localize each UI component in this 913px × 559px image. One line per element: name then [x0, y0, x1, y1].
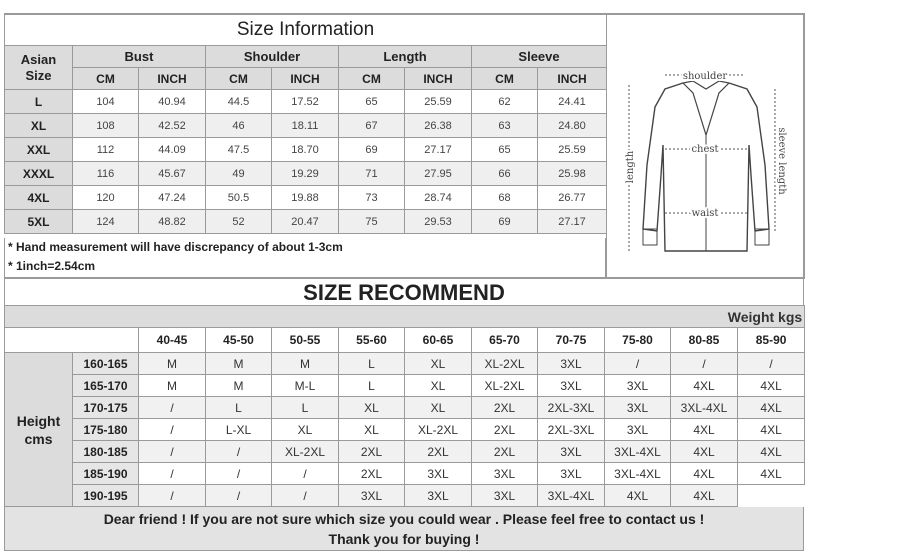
size-value-cell: 48.82 — [139, 210, 206, 234]
recommended-size-cell: / — [605, 353, 671, 375]
size-value-cell: 65 — [472, 138, 538, 162]
recommended-size-cell: / — [139, 419, 206, 441]
footer-contact-line: Dear friend ! If you are not sure which size you could wear . Please feel free to contact us ! — [103, 511, 705, 527]
recommend-row — [5, 485, 805, 507]
weight-column-header: 50-55 — [272, 328, 339, 353]
recommended-size-cell: / — [272, 463, 339, 485]
recommended-size-cell: 4XL — [738, 375, 805, 397]
right-rule — [804, 13, 805, 279]
size-label: XXL — [5, 138, 73, 162]
recommended-size-cell: L-XL — [206, 419, 272, 441]
recommended-size-cell: / — [738, 353, 805, 375]
length-header: Length — [339, 46, 472, 68]
weight-column-header: 45-50 — [206, 328, 272, 353]
shirt-collar — [683, 81, 729, 135]
size-label: 4XL — [5, 186, 73, 210]
recommended-size-cell: 4XL — [671, 419, 738, 441]
recommend-row — [5, 375, 805, 397]
weight-columns-row — [5, 328, 805, 353]
recommended-size-cell: 4XL — [671, 485, 738, 507]
size-value-cell: 44.5 — [206, 90, 272, 114]
size-value-cell: 46 — [206, 114, 272, 138]
size-table-body — [5, 90, 607, 234]
unit-header: CM — [206, 68, 272, 90]
sleeve-length-label: sleeve length — [776, 127, 787, 195]
unit-header: INCH — [139, 68, 206, 90]
asian-size-header — [5, 46, 73, 90]
size-value-cell: 45.67 — [139, 162, 206, 186]
size-row — [5, 138, 607, 162]
size-row — [5, 114, 607, 138]
size-row — [5, 186, 607, 210]
recommend-row — [5, 419, 805, 441]
recommended-size-cell: L — [339, 353, 405, 375]
height-range-cell: 185-190 — [73, 463, 139, 485]
recommended-size-cell: L — [206, 397, 272, 419]
recommended-size-cell: M — [139, 375, 206, 397]
size-value-cell: 28.74 — [405, 186, 472, 210]
height-range-cell: 165-170 — [73, 375, 139, 397]
size-value-cell: 104 — [73, 90, 139, 114]
waist-label: waist — [691, 208, 719, 219]
recommended-size-cell: 4XL — [605, 485, 671, 507]
recommended-size-cell: 3XL-4XL — [671, 397, 738, 419]
size-value-cell: 47.24 — [139, 186, 206, 210]
bust-header: Bust — [73, 46, 206, 68]
recommended-size-cell: / — [139, 463, 206, 485]
size-value-cell: 68 — [472, 186, 538, 210]
weight-column-header: 80-85 — [671, 328, 738, 353]
recommended-size-cell: XL — [405, 353, 472, 375]
size-value-cell: 44.09 — [139, 138, 206, 162]
recommended-size-cell: / — [671, 353, 738, 375]
corner-cell — [5, 328, 139, 353]
size-value-cell: 62 — [472, 90, 538, 114]
recommend-row — [5, 441, 805, 463]
recommended-size-cell: 3XL — [605, 397, 671, 419]
recommended-size-cell: M-L — [272, 375, 339, 397]
recommended-size-cell: / — [139, 397, 206, 419]
recommended-size-cell: 2XL-3XL — [538, 419, 605, 441]
recommended-size-cell: 2XL — [405, 441, 472, 463]
height-range-cell: 180-185 — [73, 441, 139, 463]
recommended-size-cell: 2XL — [339, 463, 405, 485]
weight-column-header: 55-60 — [339, 328, 405, 353]
height-range-cell: 160-165 — [73, 353, 139, 375]
unit-header: CM — [339, 68, 405, 90]
size-value-cell: 49 — [206, 162, 272, 186]
recommended-size-cell: M — [272, 353, 339, 375]
recommended-size-cell: M — [206, 375, 272, 397]
recommended-size-cell: 4XL — [671, 441, 738, 463]
size-information-title: Size Information — [5, 15, 607, 46]
size-recommend-title: SIZE RECOMMEND — [4, 278, 804, 306]
recommended-size-cell: XL-2XL — [472, 375, 538, 397]
recommended-size-cell: 2XL — [339, 441, 405, 463]
size-label: XL — [5, 114, 73, 138]
recommended-size-cell: / — [139, 441, 206, 463]
recommended-size-cell: 3XL — [339, 485, 405, 507]
size-value-cell: 17.52 — [272, 90, 339, 114]
recommended-size-cell: M — [206, 353, 272, 375]
recommended-size-cell: 4XL — [738, 397, 805, 419]
recommended-size-cell: XL — [405, 397, 472, 419]
height-label-cell — [5, 353, 73, 507]
size-value-cell: 40.94 — [139, 90, 206, 114]
size-row — [5, 210, 607, 234]
size-value-cell: 25.59 — [405, 90, 472, 114]
weight-column-header: 85-90 — [738, 328, 805, 353]
recommended-size-cell: 2XL — [472, 441, 538, 463]
size-row — [5, 162, 607, 186]
size-value-cell: 25.59 — [538, 138, 607, 162]
size-label: XXXL — [5, 162, 73, 186]
height-range-cell: 175-180 — [73, 419, 139, 441]
recommended-size-cell: XL-2XL — [405, 419, 472, 441]
unit-header: CM — [73, 68, 139, 90]
chest-label: chest — [691, 144, 719, 155]
size-value-cell: 63 — [472, 114, 538, 138]
weight-column-header: 65-70 — [472, 328, 538, 353]
recommended-size-cell: 3XL — [605, 375, 671, 397]
shirt-diagram — [607, 15, 803, 277]
recommend-row — [5, 353, 805, 375]
recommend-row — [5, 397, 805, 419]
size-information-table — [4, 14, 607, 234]
size-value-cell: 52 — [206, 210, 272, 234]
size-recommend-section — [4, 305, 805, 507]
recommended-size-cell: 3XL — [538, 353, 605, 375]
recommended-size-cell: XL — [339, 397, 405, 419]
size-value-cell: 65 — [339, 90, 405, 114]
size-value-cell: 27.17 — [405, 138, 472, 162]
size-value-cell: 50.5 — [206, 186, 272, 210]
size-value-cell: 27.95 — [405, 162, 472, 186]
recommended-size-cell: 3XL — [605, 419, 671, 441]
recommend-table-body — [5, 353, 805, 507]
size-value-cell: 24.41 — [538, 90, 607, 114]
size-value-cell: 18.11 — [272, 114, 339, 138]
size-value-cell: 26.77 — [538, 186, 607, 210]
recommended-size-cell: 3XL — [472, 485, 538, 507]
asian-size-label: Asian Size — [20, 51, 57, 83]
sleeve-header: Sleeve — [472, 46, 607, 68]
size-value-cell: 24.80 — [538, 114, 607, 138]
size-value-cell: 19.88 — [272, 186, 339, 210]
unit-header: INCH — [405, 68, 472, 90]
footer-thanks-line: Thank you for buying ! — [328, 531, 480, 547]
note-discrepancy: * Hand measurement will have discrepancy of about 1-3cm — [8, 240, 343, 254]
note-inch-conversion: * 1inch=2.54cm — [8, 259, 96, 273]
size-information-section — [4, 14, 606, 234]
shirt-diagram-box — [606, 14, 804, 278]
size-value-cell: 108 — [73, 114, 139, 138]
recommended-size-cell: XL — [339, 419, 405, 441]
recommended-size-cell: 2XL — [472, 419, 538, 441]
weight-column-header: 75-80 — [605, 328, 671, 353]
recommended-size-cell: 3XL-4XL — [538, 485, 605, 507]
recommended-size-cell: / — [272, 485, 339, 507]
size-value-cell: 42.52 — [139, 114, 206, 138]
recommended-size-cell: 4XL — [738, 463, 805, 485]
size-value-cell: 67 — [339, 114, 405, 138]
size-value-cell: 116 — [73, 162, 139, 186]
recommended-size-cell: 4XL — [738, 441, 805, 463]
recommended-size-cell: 3XL — [538, 441, 605, 463]
notes-box — [4, 238, 606, 278]
footer-message — [4, 507, 804, 551]
size-value-cell: 71 — [339, 162, 405, 186]
recommended-size-cell: 4XL — [671, 463, 738, 485]
size-value-cell: 20.47 — [272, 210, 339, 234]
unit-header: INCH — [538, 68, 607, 90]
recommended-size-cell: L — [272, 397, 339, 419]
recommended-size-cell: 4XL — [738, 419, 805, 441]
unit-header-row — [5, 68, 607, 90]
recommended-size-cell: 3XL-4XL — [605, 463, 671, 485]
size-value-cell: 19.29 — [272, 162, 339, 186]
recommended-size-cell: 2XL-3XL — [538, 397, 605, 419]
recommended-size-cell: 3XL — [472, 463, 538, 485]
unit-header: CM — [472, 68, 538, 90]
size-value-cell: 29.53 — [405, 210, 472, 234]
size-value-cell: 73 — [339, 186, 405, 210]
size-label: L — [5, 90, 73, 114]
recommended-size-cell: XL-2XL — [472, 353, 538, 375]
recommended-size-cell: 4XL — [671, 375, 738, 397]
height-range-cell: 170-175 — [73, 397, 139, 419]
weight-column-header: 70-75 — [538, 328, 605, 353]
recommended-size-cell — [738, 485, 805, 507]
size-value-cell: 69 — [472, 210, 538, 234]
recommend-row — [5, 463, 805, 485]
height-label: Height cms — [16, 412, 61, 447]
size-row — [5, 90, 607, 114]
size-value-cell: 120 — [73, 186, 139, 210]
size-value-cell: 75 — [339, 210, 405, 234]
recommended-size-cell: 3XL — [405, 463, 472, 485]
recommended-size-cell: M — [139, 353, 206, 375]
recommended-size-cell: 3XL — [538, 463, 605, 485]
size-value-cell: 124 — [73, 210, 139, 234]
recommended-size-cell: / — [206, 463, 272, 485]
recommended-size-cell: XL-2XL — [272, 441, 339, 463]
length-label: length — [625, 150, 636, 184]
recommended-size-cell: 3XL — [405, 485, 472, 507]
weight-header: Weight kgs — [5, 306, 805, 328]
height-range-cell: 190-195 — [73, 485, 139, 507]
size-value-cell: 25.98 — [538, 162, 607, 186]
recommended-size-cell: 2XL — [472, 397, 538, 419]
recommended-size-cell: / — [206, 441, 272, 463]
weight-column-header: 60-65 — [405, 328, 472, 353]
recommended-size-cell: / — [206, 485, 272, 507]
size-value-cell: 112 — [73, 138, 139, 162]
size-value-cell: 66 — [472, 162, 538, 186]
size-value-cell: 69 — [339, 138, 405, 162]
weight-column-header: 40-45 — [139, 328, 206, 353]
size-value-cell: 18.70 — [272, 138, 339, 162]
recommended-size-cell: XL — [272, 419, 339, 441]
recommended-size-cell: L — [339, 375, 405, 397]
shoulder-header: Shoulder — [206, 46, 339, 68]
size-recommend-table — [4, 305, 805, 507]
size-value-cell: 27.17 — [538, 210, 607, 234]
size-value-cell: 26.38 — [405, 114, 472, 138]
shoulder-label: shoulder — [682, 71, 728, 82]
unit-header: INCH — [272, 68, 339, 90]
size-label: 5XL — [5, 210, 73, 234]
recommended-size-cell: 3XL — [538, 375, 605, 397]
recommended-size-cell: / — [139, 485, 206, 507]
recommended-size-cell: XL — [405, 375, 472, 397]
size-value-cell: 47.5 — [206, 138, 272, 162]
recommended-size-cell: 3XL-4XL — [605, 441, 671, 463]
